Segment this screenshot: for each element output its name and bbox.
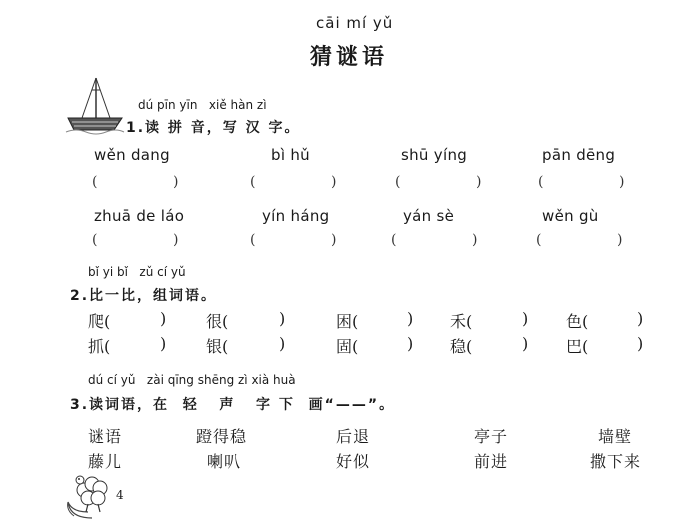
answer-blank[interactable] [403, 176, 473, 194]
compare-close: ) [407, 334, 414, 353]
compare-close: ) [637, 309, 644, 328]
page-title: 猜谜语 [310, 44, 389, 70]
word-item[interactable]: 蹬得稳 [196, 427, 248, 446]
answer-blank[interactable] [100, 176, 170, 194]
word-item[interactable]: 前进 [474, 452, 509, 471]
word-item[interactable]: 撒下来 [590, 452, 642, 471]
compare-close: ) [160, 309, 167, 328]
title-pinyin: cāi mí yǔ [316, 14, 394, 32]
compare-char: 色( [566, 312, 589, 331]
answer-paren-close: ) [331, 174, 337, 190]
section3-pinyin: dú cí yǔ zài qīng shēng zì xià huà [88, 373, 296, 387]
pinyin-item: yán sè [403, 207, 455, 225]
compare-close: ) [522, 334, 529, 353]
pinyin-item: shū yíng [401, 146, 468, 164]
compare-char: 爬( [88, 312, 111, 331]
compare-close: ) [637, 334, 644, 353]
section2-heading: 2.比一比，组词语。 [70, 288, 218, 304]
section2-pinyin: bǐ yi bǐ zǔ cí yǔ [88, 265, 186, 279]
section3-heading: 3.读词语，在 轻 声 字 下 画“——”。 [70, 397, 396, 413]
answer-paren-close: ) [472, 232, 478, 248]
section1-heading: 1.读 拼 音，写 汉 字。 [126, 120, 301, 136]
word-item[interactable]: 谜语 [88, 427, 123, 446]
compare-close: ) [279, 309, 286, 328]
pinyin-item: zhuā de láo [94, 207, 185, 225]
answer-blank[interactable] [546, 176, 616, 194]
answer-paren-open: ( [92, 174, 98, 190]
answer-blank[interactable] [258, 234, 328, 252]
word-item[interactable]: 好似 [336, 452, 371, 471]
compare-char: 很( [206, 312, 229, 331]
answer-paren-open: ( [536, 232, 542, 248]
compare-char: 银( [206, 337, 229, 356]
answer-paren-close: ) [476, 174, 482, 190]
answer-blank[interactable] [100, 234, 170, 252]
pinyin-item: pān dēng [542, 146, 616, 164]
answer-paren-close: ) [617, 232, 623, 248]
compare-close: ) [279, 334, 286, 353]
answer-blank[interactable] [258, 176, 328, 194]
sailboat-icon [64, 74, 126, 136]
pinyin-item: bì hǔ [271, 146, 310, 164]
pinyin-item: yín háng [262, 207, 330, 225]
word-item[interactable]: 后退 [336, 427, 371, 446]
answer-blank[interactable] [544, 234, 614, 252]
compare-char: 抓( [88, 337, 111, 356]
answer-paren-open: ( [538, 174, 544, 190]
compare-close: ) [407, 309, 414, 328]
word-item[interactable]: 喇叭 [207, 452, 242, 471]
compare-close: ) [522, 309, 529, 328]
answer-paren-open: ( [395, 174, 401, 190]
answer-blank[interactable] [399, 234, 469, 252]
word-item[interactable]: 墙壁 [598, 427, 633, 446]
answer-paren-open: ( [92, 232, 98, 248]
pinyin-item: wěn gù [542, 207, 599, 225]
compare-char: 固( [336, 337, 359, 356]
compare-char: 稳( [450, 337, 473, 356]
word-item[interactable]: 藤儿 [88, 452, 123, 471]
answer-paren-close: ) [173, 232, 179, 248]
answer-paren-open: ( [250, 232, 256, 248]
answer-paren-open: ( [250, 174, 256, 190]
section1-pinyin: dú pīn yīn xiě hàn zì [138, 98, 267, 112]
compare-close: ) [160, 334, 167, 353]
answer-paren-close: ) [173, 174, 179, 190]
word-item[interactable]: 亭子 [474, 427, 509, 446]
answer-paren-close: ) [331, 232, 337, 248]
answer-paren-close: ) [619, 174, 625, 190]
page-number: 4 [116, 488, 124, 502]
compare-char: 困( [336, 312, 359, 331]
pinyin-item: wěn dang [94, 146, 170, 164]
compare-char: 巴( [566, 337, 589, 356]
answer-paren-open: ( [391, 232, 397, 248]
compare-char: 禾( [450, 312, 473, 331]
